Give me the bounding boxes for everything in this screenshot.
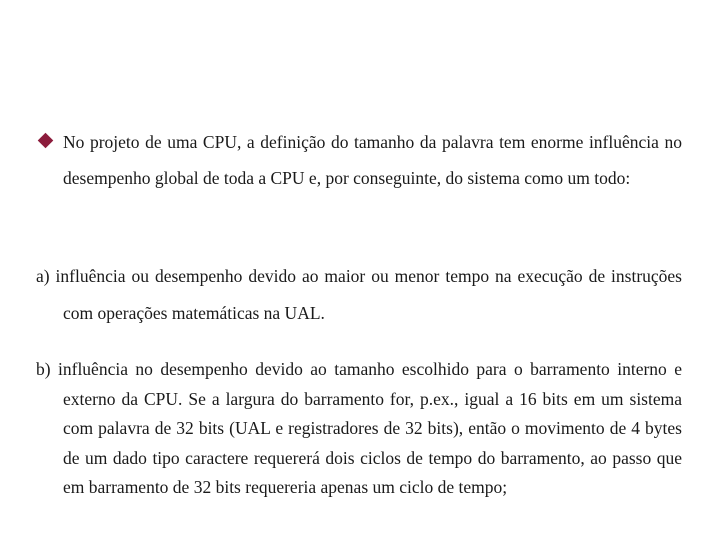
list-item-a-text: a) influência ou desempenho devido ao maior ou menor tempo na execução de instruções com operações matemáticas na UAL. [36,266,682,323]
intro-bullet-text: No projeto de uma CPU, a definição do tamanho da palavra tem enorme influência no desempenho global de toda a CPU e, por conseguinte, do sistema como um todo: [63,132,682,188]
intro-bullet [36,124,682,196]
diamond-bullet-icon [38,133,54,149]
list-item-a [36,258,682,332]
list-item-b [36,355,682,503]
list-item-b-text: b) influência no desempenho devido ao tamanho escolhido para o barramento interno e externo da CPU. Se a largura do barramento for, p.ex., igual a 16 bits em um sistema com palavra de 32 bits (UAL e registradores de 32 bits), então o movimento de 4 bytes de um dado tipo caractere requererá dois ciclos de tempo do barramento, ao passo que em barramento de 32 bits requereria apenas um ciclo de tempo; [36,359,682,497]
